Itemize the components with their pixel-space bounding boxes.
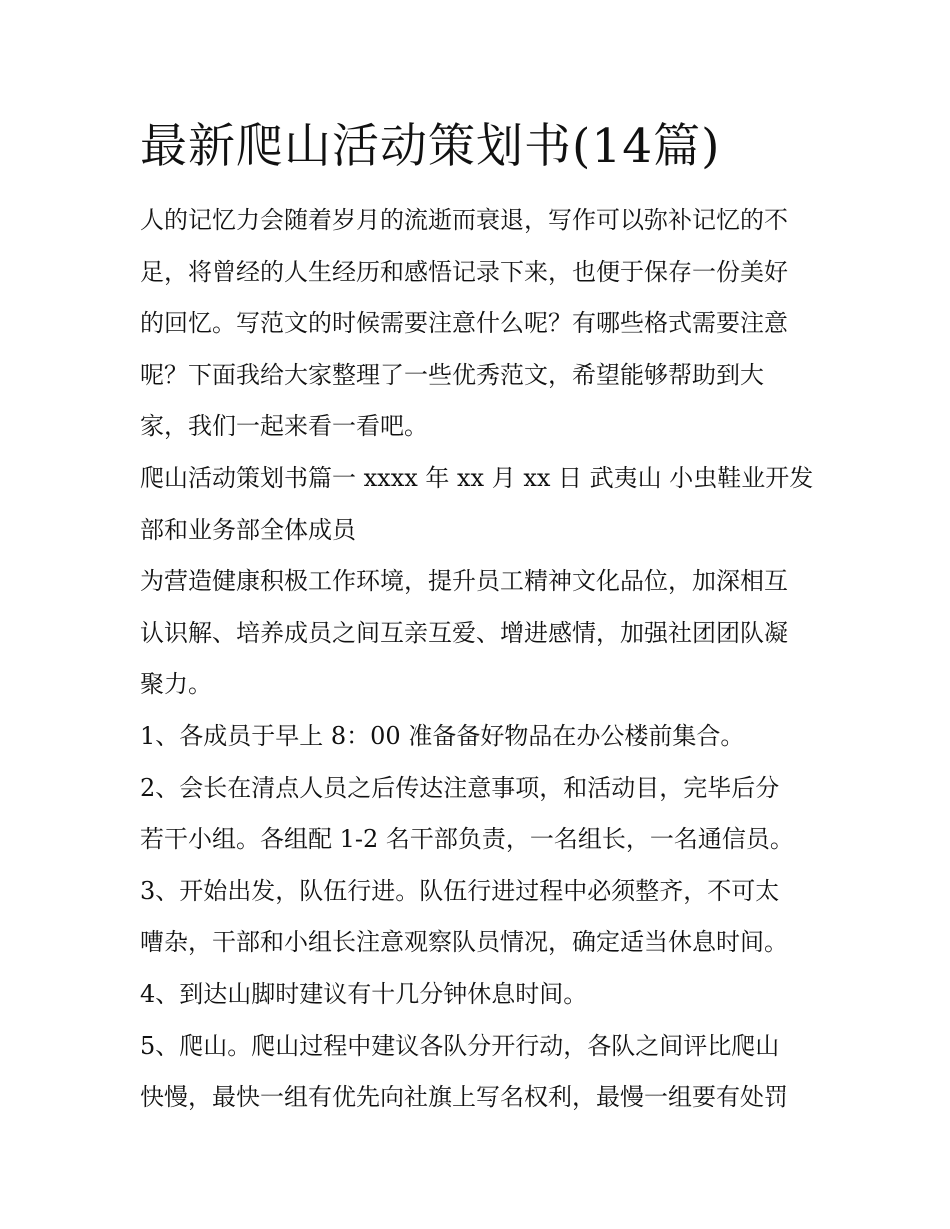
intro-line: 家，我们一起来看一看吧。 bbox=[140, 412, 428, 441]
step-line: 若干小组。各组配 1-2 名干部负责，一名组长，一名通信员。 bbox=[140, 825, 794, 854]
section-heading bbox=[140, 453, 820, 556]
step-item-5 bbox=[140, 1021, 820, 1124]
intro-line: 呢？下面我给大家整理了一些优秀范文，希望能够帮助到大 bbox=[140, 360, 764, 389]
step-line: 快慢，最快一组有优先向社旗上写名权利，最慢一组要有处罚 bbox=[140, 1083, 788, 1112]
step-line: 3、开始出发，队伍行进。队伍行进过程中必须整齐，不可太 bbox=[140, 876, 780, 905]
intro-line: 足，将曾经的人生经历和感悟记录下来，也便于保存一份美好 bbox=[140, 257, 788, 286]
intro-paragraph bbox=[140, 195, 820, 453]
step-item-1 bbox=[140, 711, 820, 763]
step-item-4 bbox=[140, 969, 820, 1021]
purpose-line: 聚力。 bbox=[140, 670, 212, 699]
section-heading-line: 爬山活动策划书篇一 xxxx 年 xx 月 xx 日 武夷山 小虫鞋业开发 bbox=[140, 463, 814, 492]
intro-line: 人的记忆力会随着岁月的流逝而衰退，写作可以弥补记忆的不 bbox=[140, 206, 788, 234]
step-line: 嘈杂，干部和小组长注意观察队员情况，确定适当休息时间。 bbox=[140, 928, 788, 957]
document-body bbox=[140, 195, 820, 1124]
intro-line: 的回忆。写范文的时候需要注意什么呢？有哪些格式需要注意 bbox=[140, 309, 788, 338]
step-item-2 bbox=[140, 763, 820, 866]
step-line: 4、到达山脚时建议有十几分钟休息时间。 bbox=[140, 979, 588, 1008]
purpose-paragraph bbox=[140, 556, 820, 711]
document-title: 最新爬山活动策划书(14篇) bbox=[140, 119, 721, 174]
purpose-line: 为营造健康积极工作环境，提升员工精神文化品位，加深相互 bbox=[140, 567, 788, 596]
step-line: 2、会长在清点人员之后传达注意事项，和活动目，完毕后分 bbox=[140, 773, 780, 802]
step-line: 5、爬山。爬山过程中建议各队分开行动，各队之间评比爬山 bbox=[140, 1031, 780, 1060]
step-item-3 bbox=[140, 866, 820, 969]
purpose-line: 认识解、培养成员之间互亲互爱、增进感情，加强社团团队凝 bbox=[140, 618, 788, 647]
section-heading-line: 部和业务部全体成员 bbox=[140, 515, 356, 544]
step-line: 1、各成员于早上 8：00 准备备好物品在办公楼前集合。 bbox=[140, 721, 745, 750]
